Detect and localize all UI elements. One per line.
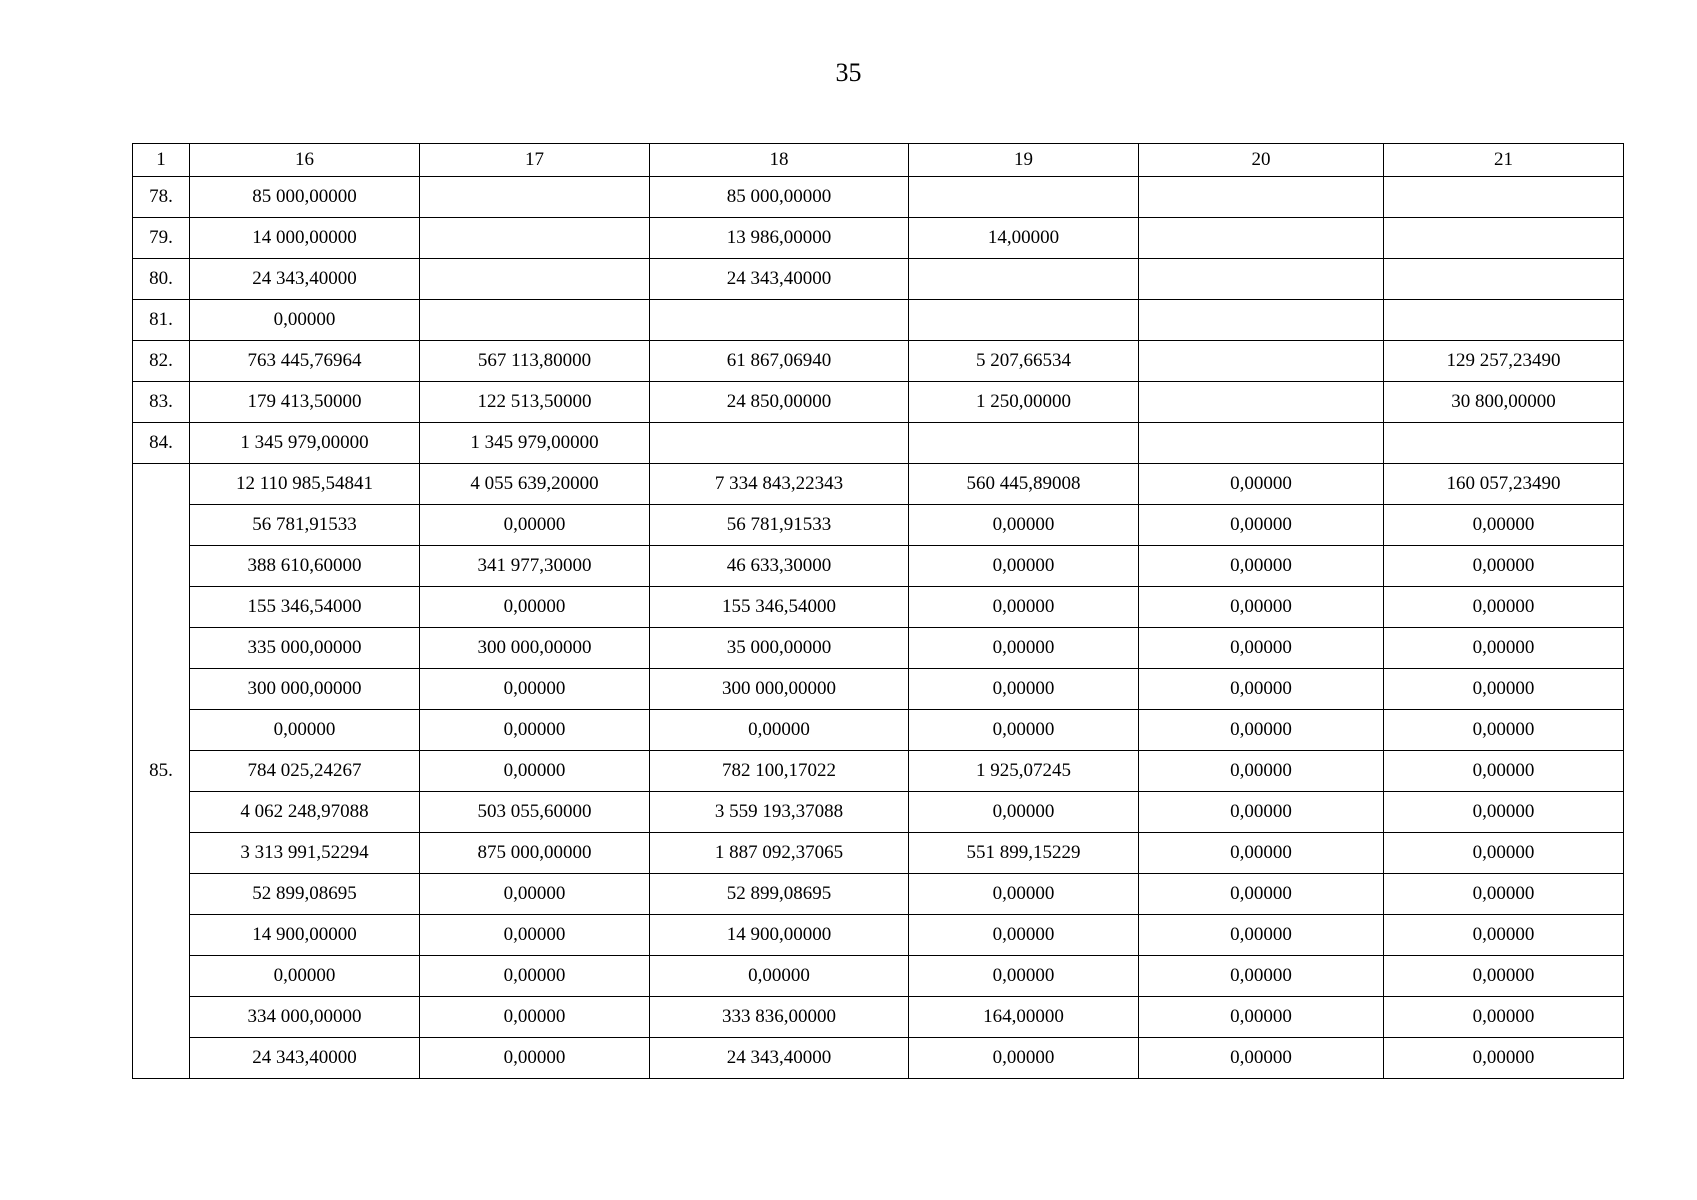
- table-row: [133, 587, 1624, 628]
- table-cell: 160 057,23490: [1384, 464, 1624, 505]
- table-cell: 4 062 248,97088: [190, 792, 420, 833]
- table-cell: 567 113,80000: [420, 341, 650, 382]
- table-cell: 14 000,00000: [190, 218, 420, 259]
- table-cell: 24 343,40000: [190, 1038, 420, 1079]
- table-cell: 0,00000: [1384, 1038, 1624, 1079]
- table-cell: [1139, 218, 1384, 259]
- table-row: [133, 259, 1624, 300]
- table-cell: 46 633,30000: [650, 546, 909, 587]
- table-cell: 0,00000: [1139, 505, 1384, 546]
- table-cell: 0,00000: [1384, 997, 1624, 1038]
- table-cell: 0,00000: [420, 587, 650, 628]
- table-cell: 61 867,06940: [650, 341, 909, 382]
- table-cell: 3 313 991,52294: [190, 833, 420, 874]
- table-cell: 0,00000: [1139, 997, 1384, 1038]
- table-cell: 0,00000: [909, 915, 1139, 956]
- table-cell: [909, 259, 1139, 300]
- header-cell: 16: [190, 144, 420, 177]
- table-cell: 0,00000: [909, 669, 1139, 710]
- table-cell: 56 781,91533: [650, 505, 909, 546]
- table-cell: 3 559 193,37088: [650, 792, 909, 833]
- row-index-cell: 79.: [133, 218, 190, 259]
- table-cell: [1139, 382, 1384, 423]
- table-cell: 4 055 639,20000: [420, 464, 650, 505]
- table-cell: [1139, 423, 1384, 464]
- table-cell: 0,00000: [1139, 956, 1384, 997]
- table-cell: 0,00000: [650, 956, 909, 997]
- table-cell: 0,00000: [1384, 751, 1624, 792]
- table-cell: 0,00000: [1384, 505, 1624, 546]
- table-cell: 0,00000: [1139, 833, 1384, 874]
- table-cell: 300 000,00000: [650, 669, 909, 710]
- table-cell: 0,00000: [1384, 546, 1624, 587]
- table-cell: 0,00000: [1139, 464, 1384, 505]
- table-cell: [909, 300, 1139, 341]
- table-cell: [650, 300, 909, 341]
- table-cell: 24 343,40000: [650, 1038, 909, 1079]
- table-cell: [420, 300, 650, 341]
- table-row: [133, 382, 1624, 423]
- table-cell: 0,00000: [909, 874, 1139, 915]
- table-cell: 0,00000: [1139, 1038, 1384, 1079]
- table-cell: 0,00000: [1384, 628, 1624, 669]
- table-cell: 0,00000: [190, 710, 420, 751]
- table-cell: 388 610,60000: [190, 546, 420, 587]
- table-cell: 0,00000: [1384, 874, 1624, 915]
- table-cell: 0,00000: [909, 1038, 1139, 1079]
- table-row: [133, 915, 1624, 956]
- table-cell: 13 986,00000: [650, 218, 909, 259]
- table-cell: [1384, 177, 1624, 218]
- page-number: 35: [835, 58, 862, 87]
- table-cell: 5 207,66534: [909, 341, 1139, 382]
- table-cell: 0,00000: [420, 669, 650, 710]
- table-cell: 155 346,54000: [190, 587, 420, 628]
- table-cell: 24 343,40000: [190, 259, 420, 300]
- data-table: [132, 143, 1624, 1079]
- row-index-cell: 82.: [133, 341, 190, 382]
- header-cell: 17: [420, 144, 650, 177]
- table-cell: 1 887 092,37065: [650, 833, 909, 874]
- table-cell: 24 850,00000: [650, 382, 909, 423]
- table-cell: 503 055,60000: [420, 792, 650, 833]
- table-body: [133, 144, 1624, 1079]
- table-cell: 0,00000: [1384, 792, 1624, 833]
- table-cell: [1384, 259, 1624, 300]
- table-cell: 560 445,89008: [909, 464, 1139, 505]
- table-cell: 179 413,50000: [190, 382, 420, 423]
- table-row: [133, 669, 1624, 710]
- table-cell: 0,00000: [1139, 546, 1384, 587]
- table-cell: 30 800,00000: [1384, 382, 1624, 423]
- table-cell: [420, 218, 650, 259]
- table-cell: [909, 423, 1139, 464]
- table-cell: 0,00000: [190, 956, 420, 997]
- table-cell: 1 925,07245: [909, 751, 1139, 792]
- table-row: [133, 300, 1624, 341]
- table-row: [133, 710, 1624, 751]
- table-row: [133, 956, 1624, 997]
- table-cell: 784 025,24267: [190, 751, 420, 792]
- table-cell: 300 000,00000: [190, 669, 420, 710]
- table-cell: 0,00000: [1139, 792, 1384, 833]
- table-cell: 0,00000: [1139, 710, 1384, 751]
- table-row: [133, 546, 1624, 587]
- row-index-cell: 80.: [133, 259, 190, 300]
- table-cell: 0,00000: [420, 915, 650, 956]
- table-cell: 0,00000: [420, 505, 650, 546]
- header-cell: 1: [133, 144, 190, 177]
- table-row: [133, 177, 1624, 218]
- table-cell: 7 334 843,22343: [650, 464, 909, 505]
- table-cell: 0,00000: [1384, 710, 1624, 751]
- table-cell: 14 900,00000: [190, 915, 420, 956]
- table-row: [133, 341, 1624, 382]
- table-cell: 1 345 979,00000: [420, 423, 650, 464]
- table-cell: 0,00000: [420, 997, 650, 1038]
- table-row: [133, 792, 1624, 833]
- table-row: [133, 423, 1624, 464]
- table-row: [133, 751, 1624, 792]
- table-cell: 52 899,08695: [650, 874, 909, 915]
- table-cell: 0,00000: [909, 710, 1139, 751]
- table-cell: 0,00000: [1139, 669, 1384, 710]
- table-cell: 24 343,40000: [650, 259, 909, 300]
- table-cell: 300 000,00000: [420, 628, 650, 669]
- table-cell: 129 257,23490: [1384, 341, 1624, 382]
- table-cell: 782 100,17022: [650, 751, 909, 792]
- table-cell: 0,00000: [1384, 587, 1624, 628]
- table-cell: [1139, 259, 1384, 300]
- table-cell: 122 513,50000: [420, 382, 650, 423]
- table-cell: 0,00000: [909, 546, 1139, 587]
- table-cell: 0,00000: [1384, 915, 1624, 956]
- table-cell: 0,00000: [909, 587, 1139, 628]
- table-cell: [1139, 341, 1384, 382]
- table-cell: 85 000,00000: [190, 177, 420, 218]
- table-row: [133, 464, 1624, 505]
- row-index-cell: 85.: [133, 464, 190, 1079]
- table-cell: 0,00000: [1139, 915, 1384, 956]
- table-cell: [1384, 423, 1624, 464]
- table-row: [133, 218, 1624, 259]
- table-cell: 1 250,00000: [909, 382, 1139, 423]
- table-cell: 0,00000: [420, 710, 650, 751]
- header-cell: 19: [909, 144, 1139, 177]
- table-cell: 0,00000: [420, 1038, 650, 1079]
- table-cell: 0,00000: [1139, 587, 1384, 628]
- table-cell: 14 900,00000: [650, 915, 909, 956]
- header-cell: 21: [1384, 144, 1624, 177]
- table-cell: 56 781,91533: [190, 505, 420, 546]
- header-row: [133, 144, 1624, 177]
- table-cell: 341 977,30000: [420, 546, 650, 587]
- table-row: [133, 1038, 1624, 1079]
- table-cell: 333 836,00000: [650, 997, 909, 1038]
- table-cell: 52 899,08695: [190, 874, 420, 915]
- table-row: [133, 833, 1624, 874]
- table-cell: 0,00000: [1384, 833, 1624, 874]
- table-cell: 0,00000: [1384, 669, 1624, 710]
- table-row: [133, 997, 1624, 1038]
- table-cell: 0,00000: [909, 505, 1139, 546]
- table-cell: 875 000,00000: [420, 833, 650, 874]
- table-cell: 0,00000: [420, 874, 650, 915]
- table-row: [133, 874, 1624, 915]
- table-cell: 35 000,00000: [650, 628, 909, 669]
- table-cell: 335 000,00000: [190, 628, 420, 669]
- table-cell: 12 110 985,54841: [190, 464, 420, 505]
- row-index-cell: 83.: [133, 382, 190, 423]
- table-cell: 763 445,76964: [190, 341, 420, 382]
- table-cell: 0,00000: [909, 956, 1139, 997]
- table-cell: 155 346,54000: [650, 587, 909, 628]
- table-cell: [1139, 300, 1384, 341]
- table-cell: 0,00000: [1139, 751, 1384, 792]
- header-cell: 20: [1139, 144, 1384, 177]
- table-cell: 0,00000: [420, 751, 650, 792]
- table-cell: 0,00000: [1139, 874, 1384, 915]
- table-row: [133, 505, 1624, 546]
- table-cell: [650, 423, 909, 464]
- row-index-cell: 84.: [133, 423, 190, 464]
- table-cell: 0,00000: [650, 710, 909, 751]
- table-cell: [1384, 218, 1624, 259]
- table-cell: 0,00000: [1139, 628, 1384, 669]
- table-cell: [909, 177, 1139, 218]
- table-cell: 551 899,15229: [909, 833, 1139, 874]
- table-cell: [1139, 177, 1384, 218]
- table-cell: 334 000,00000: [190, 997, 420, 1038]
- table-cell: 0,00000: [1384, 956, 1624, 997]
- table-row: [133, 628, 1624, 669]
- table-cell: 0,00000: [190, 300, 420, 341]
- row-index-cell: 81.: [133, 300, 190, 341]
- table-cell: [1384, 300, 1624, 341]
- table-cell: 0,00000: [420, 956, 650, 997]
- table-cell: [420, 259, 650, 300]
- table-cell: 164,00000: [909, 997, 1139, 1038]
- table-cell: 85 000,00000: [650, 177, 909, 218]
- table-cell: 0,00000: [909, 792, 1139, 833]
- table-cell: 0,00000: [909, 628, 1139, 669]
- table-cell: 14,00000: [909, 218, 1139, 259]
- table-cell: [420, 177, 650, 218]
- row-index-cell: 78.: [133, 177, 190, 218]
- table-cell: 1 345 979,00000: [190, 423, 420, 464]
- header-cell: 18: [650, 144, 909, 177]
